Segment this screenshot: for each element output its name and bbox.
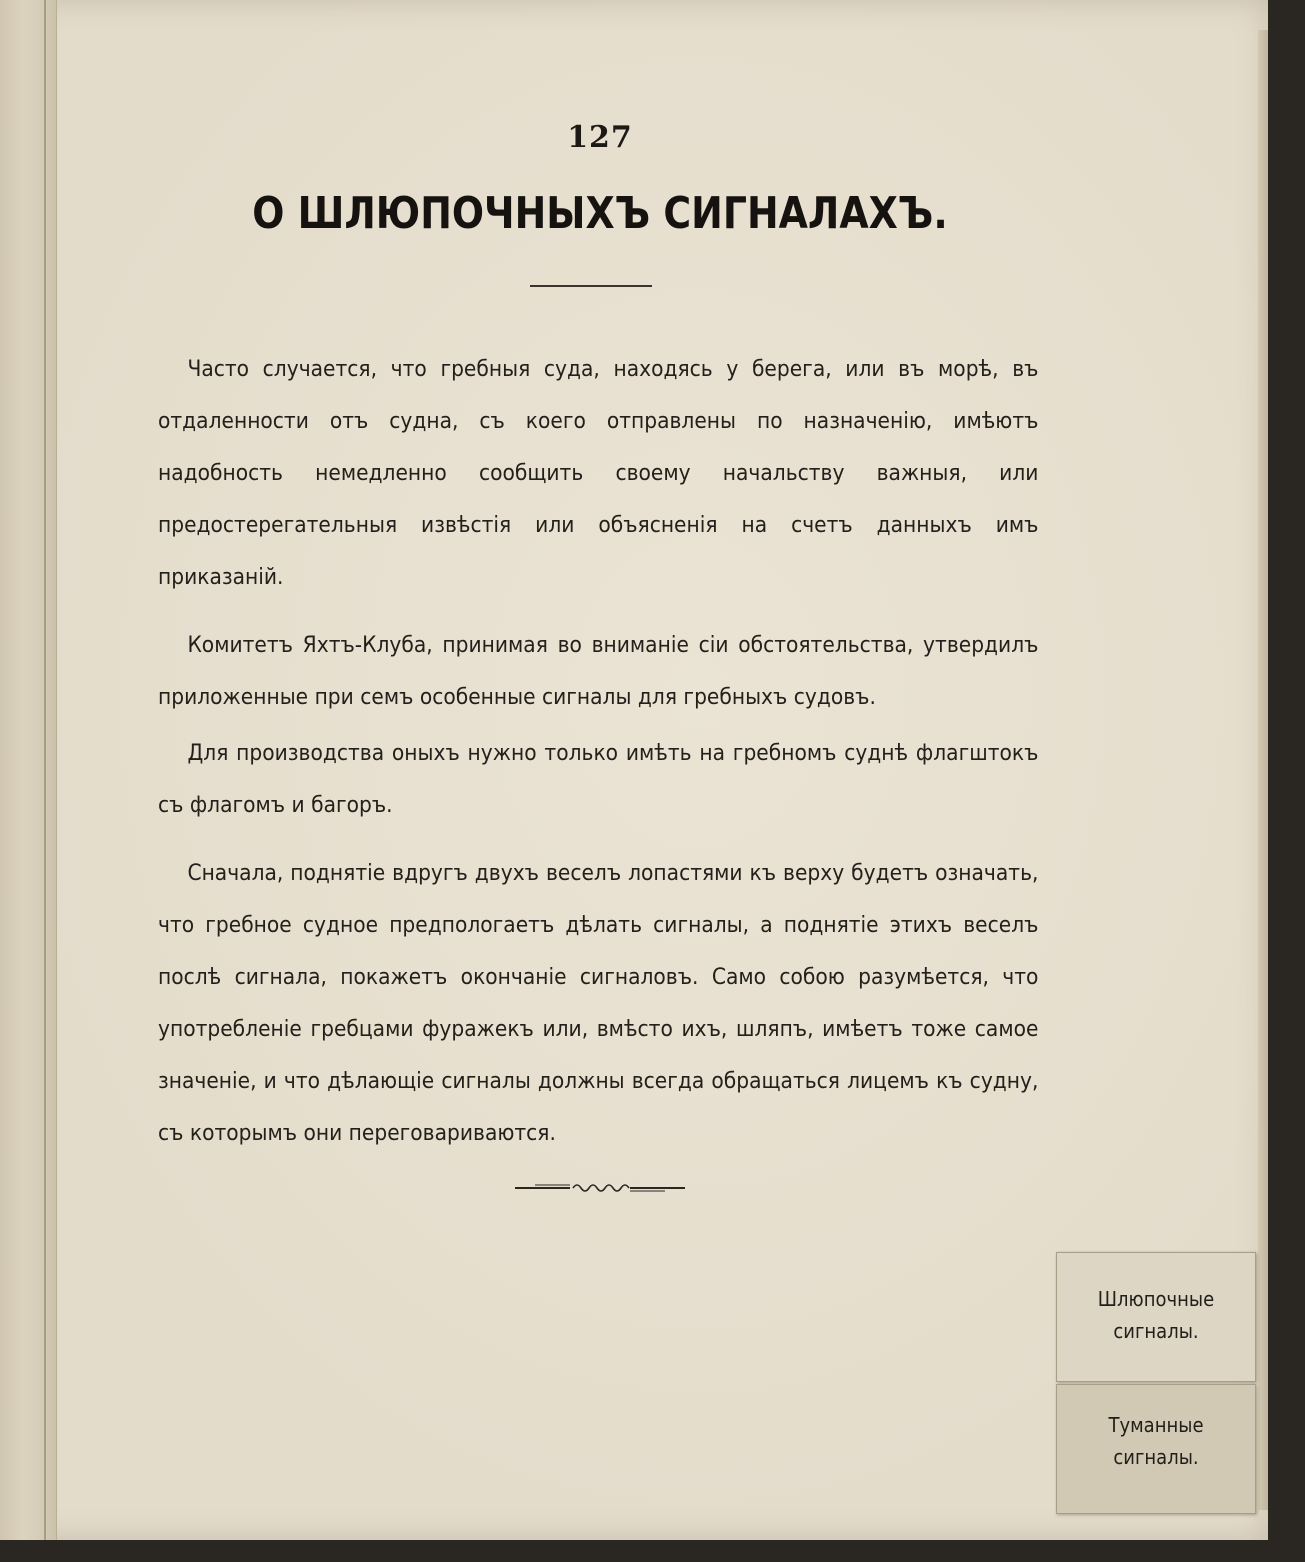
page-edge (1258, 30, 1268, 1510)
page-number: 127 (567, 120, 633, 155)
tab-fog-signals-line1: Туманные (1108, 1413, 1204, 1437)
tab-fog-signals[interactable] (1056, 1384, 1256, 1514)
ornament-divider (515, 1180, 685, 1196)
paragraph-2: Комитетъ Яхтъ-Клуба, принимая во вниманіе сіи обстоятельства, утвердилъ приложенные при семъ особенные сигналы для гребныхъ судовъ. (158, 633, 1039, 710)
body-text (158, 344, 1038, 1176)
gutter-line (44, 0, 46, 1540)
title-rule (530, 285, 652, 287)
tab-boat-signals-line2: сигналы. (1113, 1319, 1199, 1343)
paragraph-4: Сначала, поднятіе вдругъ двухъ веселъ лопастями къ верху будетъ означать, что гребное судное предпологаетъ дѣлать сигналы, а поднятіе этихъ веселъ послѣ сигнала, покажетъ окончаніе сигналовъ. Само собою разумѣется, что употребленіе гребцами фуражекъ или, вмѣсто ихъ, шляпъ, имѣетъ тоже самое значеніе, и что дѣлающіе сигналы должны всегда обращаться лицемъ къ судну, съ которымъ они переговариваются. (158, 861, 1039, 1146)
paragraph-1: Часто случается, что гребныя суда, находясь у берега, или въ морѣ, въ отдаленности отъ судна, съ коего отправлены по назначенію, имѣютъ надобность немедленно сообщить своему начальству важныя, или предостерегательныя извѣстія или объясненія на счетъ данныхъ имъ приказаній. (158, 357, 1039, 590)
binding-gutter (0, 0, 57, 1540)
tab-boat-signals[interactable] (1056, 1252, 1256, 1382)
paragraph-3: Для производства оныхъ нужно только имѣть на гребномъ суднѣ флагштокъ съ флагомъ и багоръ. (158, 741, 1039, 818)
tab-fog-signals-line2: сигналы. (1113, 1445, 1199, 1469)
section-title: О ШЛЮПОЧНЫХЪ СИГНАЛАХЪ. (252, 188, 948, 239)
tab-boat-signals-line1: Шлюпочные (1097, 1287, 1215, 1311)
